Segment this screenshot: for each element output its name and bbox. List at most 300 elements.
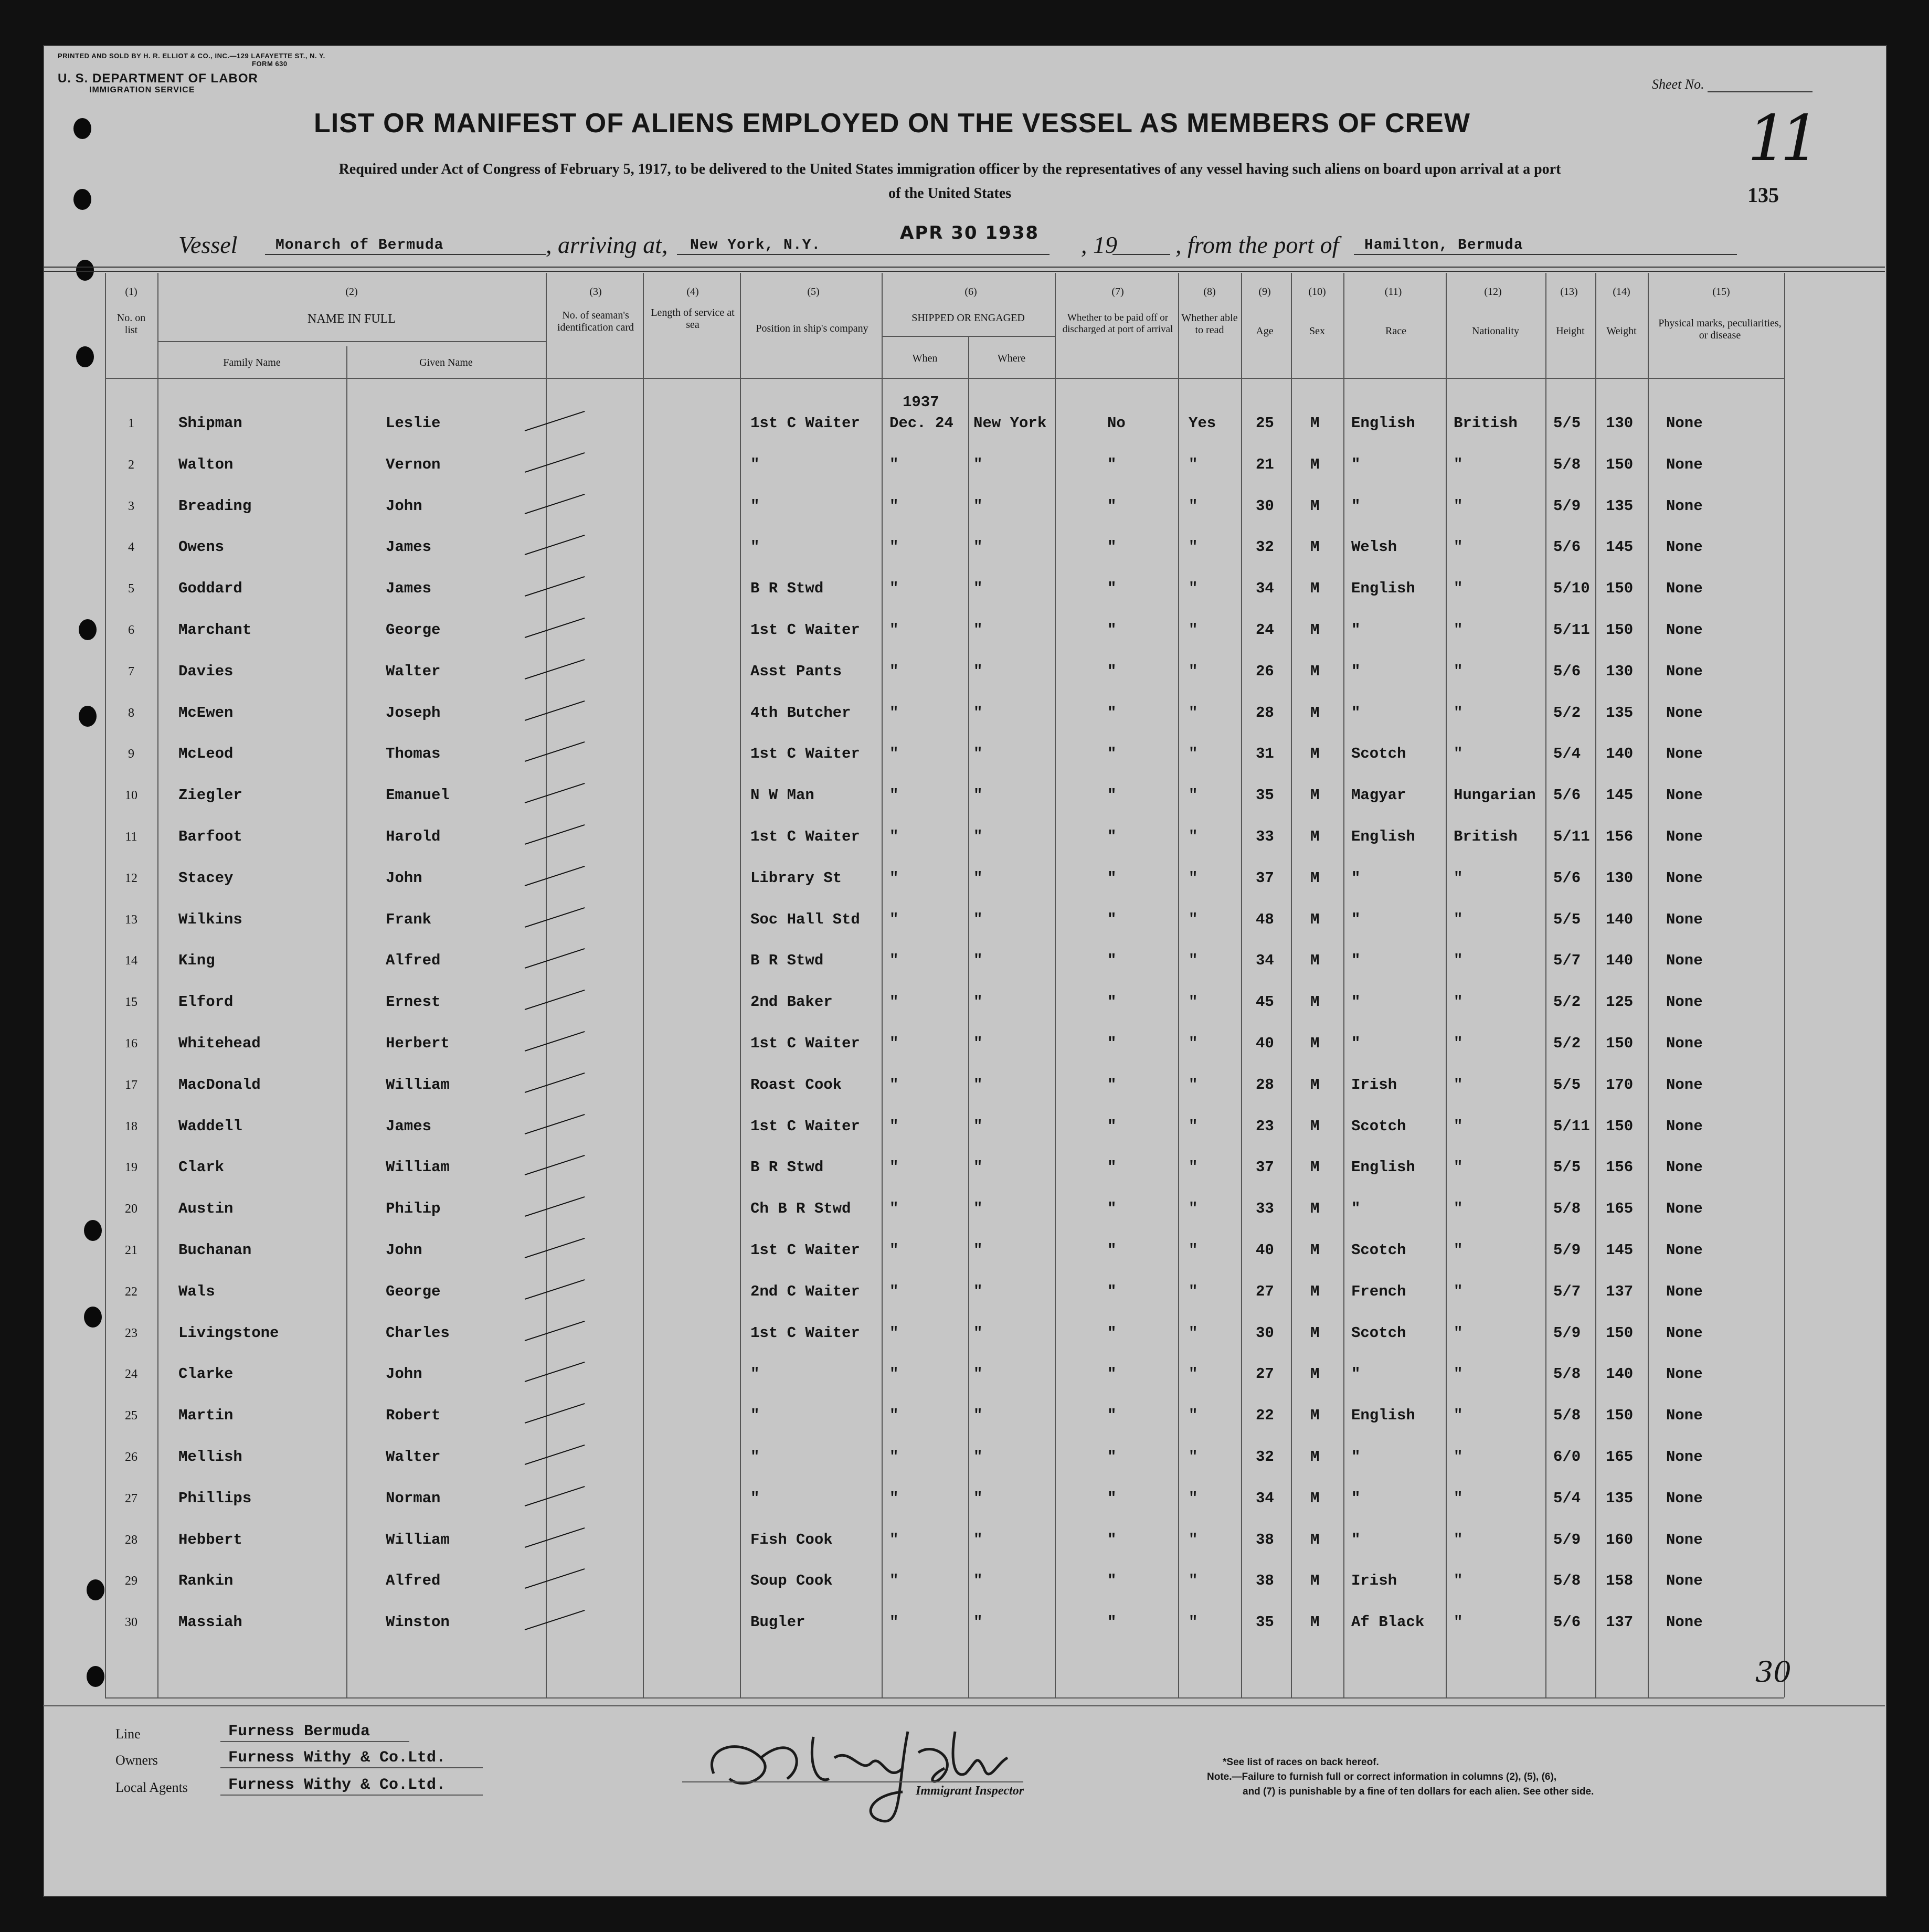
cell-nationality: " <box>1454 1365 1463 1383</box>
cell-nationality: " <box>1454 1448 1463 1466</box>
cell-family: Buchanan <box>178 1241 252 1259</box>
cell-age: 30 <box>1256 1324 1274 1342</box>
cell-height: 5/8 <box>1553 1407 1581 1424</box>
cell-sex: M <box>1310 1118 1320 1135</box>
cell-read: " <box>1189 745 1198 762</box>
cell-when: " <box>889 1200 899 1217</box>
cell-marks: None <box>1666 1200 1703 1217</box>
cell-race: " <box>1351 704 1361 721</box>
cell-read: " <box>1189 1407 1198 1424</box>
cell-marks: None <box>1666 1241 1703 1259</box>
cell-read: " <box>1189 1035 1198 1052</box>
cell-family: Shipman <box>178 415 242 432</box>
grid-line <box>1343 273 1344 1697</box>
cell-nationality: " <box>1454 580 1463 597</box>
cell-marks: None <box>1666 621 1703 639</box>
cell-race: English <box>1351 1159 1415 1176</box>
cell-age: 35 <box>1256 787 1274 804</box>
cell-paid: " <box>1107 621 1117 639</box>
cell-when: " <box>889 828 899 845</box>
cell-paid: " <box>1107 538 1117 556</box>
cell-paid: " <box>1107 869 1117 887</box>
cell-nationality: " <box>1454 663 1463 680</box>
cell-read: " <box>1189 869 1198 887</box>
cell-height: 5/10 <box>1553 580 1590 597</box>
cell-marks: None <box>1666 1365 1703 1383</box>
cell-race: Scotch <box>1351 1118 1406 1135</box>
cell-race: English <box>1351 1407 1415 1424</box>
cell-weight: 165 <box>1606 1448 1634 1466</box>
total-count-note: 30 <box>1755 1655 1792 1689</box>
underline <box>220 1795 483 1796</box>
grid-line <box>105 378 1784 379</box>
cell-family: Wals <box>178 1283 215 1300</box>
cell-nationality: " <box>1454 1407 1463 1424</box>
cell-where: " <box>973 1241 983 1259</box>
header-num: (4) <box>686 286 699 298</box>
cell-paid: " <box>1107 993 1117 1011</box>
cell-height: 5/8 <box>1553 1200 1581 1217</box>
cell-weight: 150 <box>1606 580 1634 597</box>
cell-race: " <box>1351 1448 1361 1466</box>
cell-age: 28 <box>1256 704 1274 721</box>
cell-when: " <box>889 704 899 721</box>
cell-when: " <box>889 1490 899 1507</box>
cell-family: Clarke <box>178 1365 234 1383</box>
punch-hole <box>76 346 94 367</box>
cell-sex: M <box>1310 415 1320 432</box>
cell-where: New York <box>973 415 1047 432</box>
row-number: 17 <box>125 1078 137 1092</box>
cell-nationality: " <box>1454 1118 1463 1135</box>
cell-sex: M <box>1310 580 1320 597</box>
cell-when: " <box>889 952 899 969</box>
date-stamp: APR 30 1938 <box>900 222 1040 243</box>
cell-height: 5/5 <box>1553 1076 1581 1094</box>
cell-age: 33 <box>1256 828 1274 845</box>
sheet-number-field <box>1652 77 1813 92</box>
underline <box>682 1781 1023 1782</box>
cell-family: MacDonald <box>178 1076 261 1094</box>
cell-given: Ernest <box>386 993 441 1011</box>
cell-race: Scotch <box>1351 745 1406 762</box>
grid-line <box>1178 273 1179 1697</box>
cell-nationality: " <box>1454 745 1463 762</box>
cell-where: " <box>973 1283 983 1300</box>
cell-height: 5/6 <box>1553 1613 1581 1631</box>
cell-family: Barfoot <box>178 828 242 845</box>
cell-paid: No <box>1107 415 1126 432</box>
cell-weight: 156 <box>1606 828 1634 845</box>
cell-paid: " <box>1107 952 1117 969</box>
cell-weight: 165 <box>1606 1200 1634 1217</box>
cell-family: Phillips <box>178 1490 252 1507</box>
cell-family: Martin <box>178 1407 234 1424</box>
underline <box>265 254 546 255</box>
header-id-card: No. of seaman's identification card <box>557 310 634 333</box>
header-num: (7) <box>1111 286 1124 298</box>
fine-note: and (7) is punishable by a fine of ten dollars for each alien. See other side. <box>1243 1786 1594 1797</box>
cell-where: " <box>973 621 983 639</box>
cell-position: Soc Hall Std <box>750 911 860 928</box>
cell-age: 40 <box>1256 1035 1274 1052</box>
cell-sex: M <box>1310 1076 1320 1094</box>
row-number: 12 <box>125 872 137 885</box>
row-number: 27 <box>125 1492 137 1505</box>
cell-read: " <box>1189 787 1198 804</box>
underline <box>1354 254 1737 255</box>
row-number: 21 <box>125 1244 137 1257</box>
cell-sex: M <box>1310 1283 1320 1300</box>
cell-marks: None <box>1666 704 1703 721</box>
cell-height: 5/6 <box>1553 663 1581 680</box>
cell-race: " <box>1351 1365 1361 1383</box>
from-label: , from the port of <box>1175 231 1339 258</box>
cell-race: " <box>1351 1035 1361 1052</box>
cell-where: " <box>973 952 983 969</box>
subtitle-line-2: of the United States <box>888 185 1012 201</box>
cell-race: Magyar <box>1351 787 1406 804</box>
punch-hole <box>84 1220 102 1241</box>
row-number: 26 <box>125 1450 137 1464</box>
cell-given: Winston <box>386 1613 450 1631</box>
cell-sex: M <box>1310 663 1320 680</box>
inspector-label: Immigrant Inspector <box>916 1784 1024 1798</box>
cell-given: James <box>386 538 432 556</box>
cell-paid: " <box>1107 497 1117 515</box>
row-number: 30 <box>125 1616 137 1629</box>
header-num: (6) <box>964 286 977 298</box>
cell-given: Harold <box>386 828 441 845</box>
cell-height: 5/9 <box>1553 497 1581 515</box>
grid-line <box>546 273 547 1697</box>
cell-when: " <box>889 1448 899 1466</box>
cell-read: " <box>1189 1076 1198 1094</box>
cell-read: " <box>1189 828 1198 845</box>
cell-where: " <box>973 869 983 887</box>
cell-height: 5/8 <box>1553 1572 1581 1589</box>
footnotes <box>1207 1755 1732 1799</box>
cell-weight: 150 <box>1606 1118 1634 1135</box>
cell-given: Joseph <box>386 704 441 721</box>
cell-paid: " <box>1107 1531 1117 1548</box>
cell-given: Philip <box>386 1200 441 1217</box>
cell-age: 32 <box>1256 538 1274 556</box>
cell-nationality: British <box>1454 415 1518 432</box>
cell-paid: " <box>1107 1490 1117 1507</box>
punch-hole <box>79 706 97 727</box>
cell-given: Thomas <box>386 745 441 762</box>
cell-race: " <box>1351 621 1361 639</box>
cell-position: Soup Cook <box>750 1572 833 1589</box>
cell-read: " <box>1189 1324 1198 1342</box>
cell-where: " <box>973 1365 983 1383</box>
cell-nationality: " <box>1454 538 1463 556</box>
cell-marks: None <box>1666 1613 1703 1631</box>
cell-nationality: British <box>1454 828 1518 845</box>
header-where: Where <box>997 353 1026 364</box>
form-number: FORM 630 <box>252 59 288 68</box>
cell-given: Robert <box>386 1407 441 1424</box>
from-port: Hamilton, Bermuda <box>1364 237 1523 253</box>
cell-when: " <box>889 1407 899 1424</box>
grid-line <box>1291 273 1292 1697</box>
cell-position: 1st C Waiter <box>750 828 860 845</box>
header-height: Height <box>1556 325 1585 337</box>
cell-position: B R Stwd <box>750 1159 824 1176</box>
header-num: (5) <box>807 286 820 298</box>
cell-family: Goddard <box>178 580 242 597</box>
cell-weight: 135 <box>1606 497 1634 515</box>
cell-given: Walter <box>386 1448 441 1466</box>
cell-marks: None <box>1666 1076 1703 1094</box>
department: U. S. DEPARTMENT OF LABOR <box>58 71 258 86</box>
cell-sex: M <box>1310 1324 1320 1342</box>
cell-read: " <box>1189 1118 1198 1135</box>
row-number: 23 <box>125 1326 137 1340</box>
owners-value: Furness Withy & Co.Ltd. <box>228 1749 446 1767</box>
arriving-label: , arriving at, <box>546 231 668 258</box>
cell-where: " <box>973 663 983 680</box>
cell-sex: M <box>1310 497 1320 515</box>
cell-where: " <box>973 828 983 845</box>
cell-marks: None <box>1666 538 1703 556</box>
cell-when: " <box>889 1365 899 1383</box>
cell-paid: " <box>1107 1283 1117 1300</box>
cell-where: " <box>973 497 983 515</box>
cell-where: " <box>973 1076 983 1094</box>
cell-nationality: " <box>1454 869 1463 887</box>
cell-given: Leslie <box>386 415 441 432</box>
sheet-number-label: Sheet No. <box>1652 77 1704 92</box>
cell-position: 2nd Baker <box>750 993 833 1011</box>
cell-read: " <box>1189 1159 1198 1176</box>
header-num: (1) <box>125 286 137 298</box>
grid-line <box>1784 273 1785 1697</box>
cell-given: William <box>386 1159 450 1176</box>
page-number: 135 <box>1747 183 1779 207</box>
cell-position: B R Stwd <box>750 580 824 597</box>
punch-hole <box>87 1666 104 1687</box>
cell-race: " <box>1351 663 1361 680</box>
cell-race: Irish <box>1351 1076 1397 1094</box>
cell-race: Welsh <box>1351 538 1397 556</box>
cell-family: Livingstone <box>178 1324 279 1342</box>
cell-read: " <box>1189 1531 1198 1548</box>
punch-hole <box>87 1579 104 1600</box>
cell-race: " <box>1351 1531 1361 1548</box>
header-rule <box>43 267 1885 272</box>
cell-weight: 158 <box>1606 1572 1634 1589</box>
cell-age: 38 <box>1256 1572 1274 1589</box>
cell-weight: 140 <box>1606 745 1634 762</box>
cell-when: " <box>889 1241 899 1259</box>
cell-weight: 137 <box>1606 1283 1634 1300</box>
line-value: Furness Bermuda <box>228 1723 370 1740</box>
cell-age: 32 <box>1256 1448 1274 1466</box>
cell-sex: M <box>1310 1613 1320 1631</box>
cell-given: William <box>386 1076 450 1094</box>
cell-family: Mellish <box>178 1448 242 1466</box>
cell-nationality: " <box>1454 456 1463 473</box>
header-able-to-read: Whether able to read <box>1181 312 1238 336</box>
cell-paid: " <box>1107 1076 1117 1094</box>
cell-weight: 130 <box>1606 663 1634 680</box>
cell-height: 5/6 <box>1553 869 1581 887</box>
cell-height: 5/8 <box>1553 1365 1581 1383</box>
cell-where: " <box>973 538 983 556</box>
cell-family: Breading <box>178 497 252 515</box>
header-num: (2) <box>345 286 358 298</box>
cell-age: 34 <box>1256 1490 1274 1507</box>
cell-height: 5/4 <box>1553 1490 1581 1507</box>
cell-weight: 170 <box>1606 1076 1634 1094</box>
row-number: 5 <box>128 582 134 596</box>
cell-position: 1st C Waiter <box>750 1324 860 1342</box>
row-number: 24 <box>125 1367 137 1381</box>
cell-given: James <box>386 580 432 597</box>
owners-label: Owners <box>115 1753 158 1768</box>
cell-position: 1st C Waiter <box>750 1035 860 1052</box>
cell-given: Walter <box>386 663 441 680</box>
cell-given: John <box>386 1241 422 1259</box>
cell-marks: None <box>1666 1490 1703 1507</box>
cell-sex: M <box>1310 745 1320 762</box>
cell-read: " <box>1189 1613 1198 1631</box>
cell-weight: 140 <box>1606 952 1634 969</box>
cell-where: " <box>973 787 983 804</box>
cell-marks: None <box>1666 869 1703 887</box>
cell-age: 28 <box>1256 1076 1274 1094</box>
header-paid-off: Whether to be paid off or discharged at port of arrival <box>1062 312 1173 335</box>
cell-read: " <box>1189 1572 1198 1589</box>
cell-when: " <box>889 456 899 473</box>
cell-when: " <box>889 911 899 928</box>
cell-age: 48 <box>1256 911 1274 928</box>
cell-marks: None <box>1666 993 1703 1011</box>
header-family-name: Family Name <box>223 357 281 368</box>
cell-where: " <box>973 993 983 1011</box>
cell-given: Norman <box>386 1490 441 1507</box>
cell-race: " <box>1351 869 1361 887</box>
cell-sex: M <box>1310 1159 1320 1176</box>
header-num: (9) <box>1258 286 1271 298</box>
cell-paid: " <box>1107 1035 1117 1052</box>
punch-hole <box>84 1307 102 1328</box>
row-number: 7 <box>128 665 134 678</box>
cell-sex: M <box>1310 787 1320 804</box>
row-number: 20 <box>125 1202 137 1216</box>
cell-height: 5/5 <box>1553 415 1581 432</box>
cell-weight: 130 <box>1606 415 1634 432</box>
agents-value: Furness Withy & Co.Ltd. <box>228 1776 446 1794</box>
cell-read: " <box>1189 1200 1198 1217</box>
cell-nationality: " <box>1454 1159 1463 1176</box>
line-label: Line <box>115 1726 141 1742</box>
cell-marks: None <box>1666 1035 1703 1052</box>
printer-line: PRINTED AND SOLD BY H. R. ELLIOT & CO., INC.—129 LAFAYETTE ST., N. Y. <box>58 52 325 60</box>
header-shipped-engaged: SHIPPED OR ENGAGED <box>911 312 1025 324</box>
cell-age: 45 <box>1256 993 1274 1011</box>
cell-when: " <box>889 787 899 804</box>
row-number: 10 <box>125 789 137 802</box>
grid-line <box>105 273 106 1697</box>
cell-age: 34 <box>1256 580 1274 597</box>
cell-marks: None <box>1666 911 1703 928</box>
underline <box>220 1741 409 1742</box>
cell-weight: 156 <box>1606 1159 1634 1176</box>
cell-height: 5/9 <box>1553 1241 1581 1259</box>
cell-paid: " <box>1107 1159 1117 1176</box>
row-number: 4 <box>128 540 134 554</box>
cell-height: 5/9 <box>1553 1324 1581 1342</box>
cell-paid: " <box>1107 1407 1117 1424</box>
row-number: 29 <box>125 1574 137 1588</box>
cell-family: Waddell <box>178 1118 242 1135</box>
cell-age: 27 <box>1256 1283 1274 1300</box>
cell-read: " <box>1189 456 1198 473</box>
cell-marks: None <box>1666 1118 1703 1135</box>
cell-nationality: " <box>1454 993 1463 1011</box>
cell-when: " <box>889 1076 899 1094</box>
cell-race: English <box>1351 580 1415 597</box>
cell-where: " <box>973 1531 983 1548</box>
cell-height: 5/5 <box>1553 1159 1581 1176</box>
cell-nationality: " <box>1454 1531 1463 1548</box>
row-number: 28 <box>125 1533 137 1547</box>
cell-where: " <box>973 745 983 762</box>
cell-sex: M <box>1310 952 1320 969</box>
cell-height: 5/9 <box>1553 1531 1581 1548</box>
cell-read: " <box>1189 1283 1198 1300</box>
cell-given: Frank <box>386 911 432 928</box>
grid-line <box>1055 273 1056 1697</box>
row-number: 22 <box>125 1285 137 1299</box>
cell-family: Rankin <box>178 1572 234 1589</box>
header-age: Age <box>1256 325 1274 337</box>
cell-sex: M <box>1310 1200 1320 1217</box>
cell-family: McLeod <box>178 745 234 762</box>
cell-when: " <box>889 1572 899 1589</box>
cell-height: 5/6 <box>1553 787 1581 804</box>
cell-read: " <box>1189 993 1198 1011</box>
cell-weight: 125 <box>1606 993 1634 1011</box>
cell-sex: M <box>1310 1490 1320 1507</box>
cell-sex: M <box>1310 828 1320 845</box>
cell-weight: 150 <box>1606 456 1634 473</box>
cell-age: 33 <box>1256 1200 1274 1217</box>
header-num: (8) <box>1203 286 1216 298</box>
cell-paid: " <box>1107 580 1117 597</box>
cell-position: Fish Cook <box>750 1531 833 1548</box>
cell-when: " <box>889 1283 899 1300</box>
grid-line <box>882 273 883 1697</box>
header-nationality: Nationality <box>1472 325 1519 337</box>
cell-when: " <box>889 869 899 887</box>
cell-family: Stacey <box>178 869 234 887</box>
cell-weight: 160 <box>1606 1531 1634 1548</box>
cell-paid: " <box>1107 1613 1117 1631</box>
cell-read: " <box>1189 911 1198 928</box>
cell-race: " <box>1351 497 1361 515</box>
cell-sex: M <box>1310 538 1320 556</box>
punch-hole <box>73 118 91 139</box>
cell-height: 5/2 <box>1553 1035 1581 1052</box>
cell-sex: M <box>1310 869 1320 887</box>
inspector-signature <box>682 1700 1050 1837</box>
printer-block <box>58 52 325 95</box>
cell-race: " <box>1351 456 1361 473</box>
